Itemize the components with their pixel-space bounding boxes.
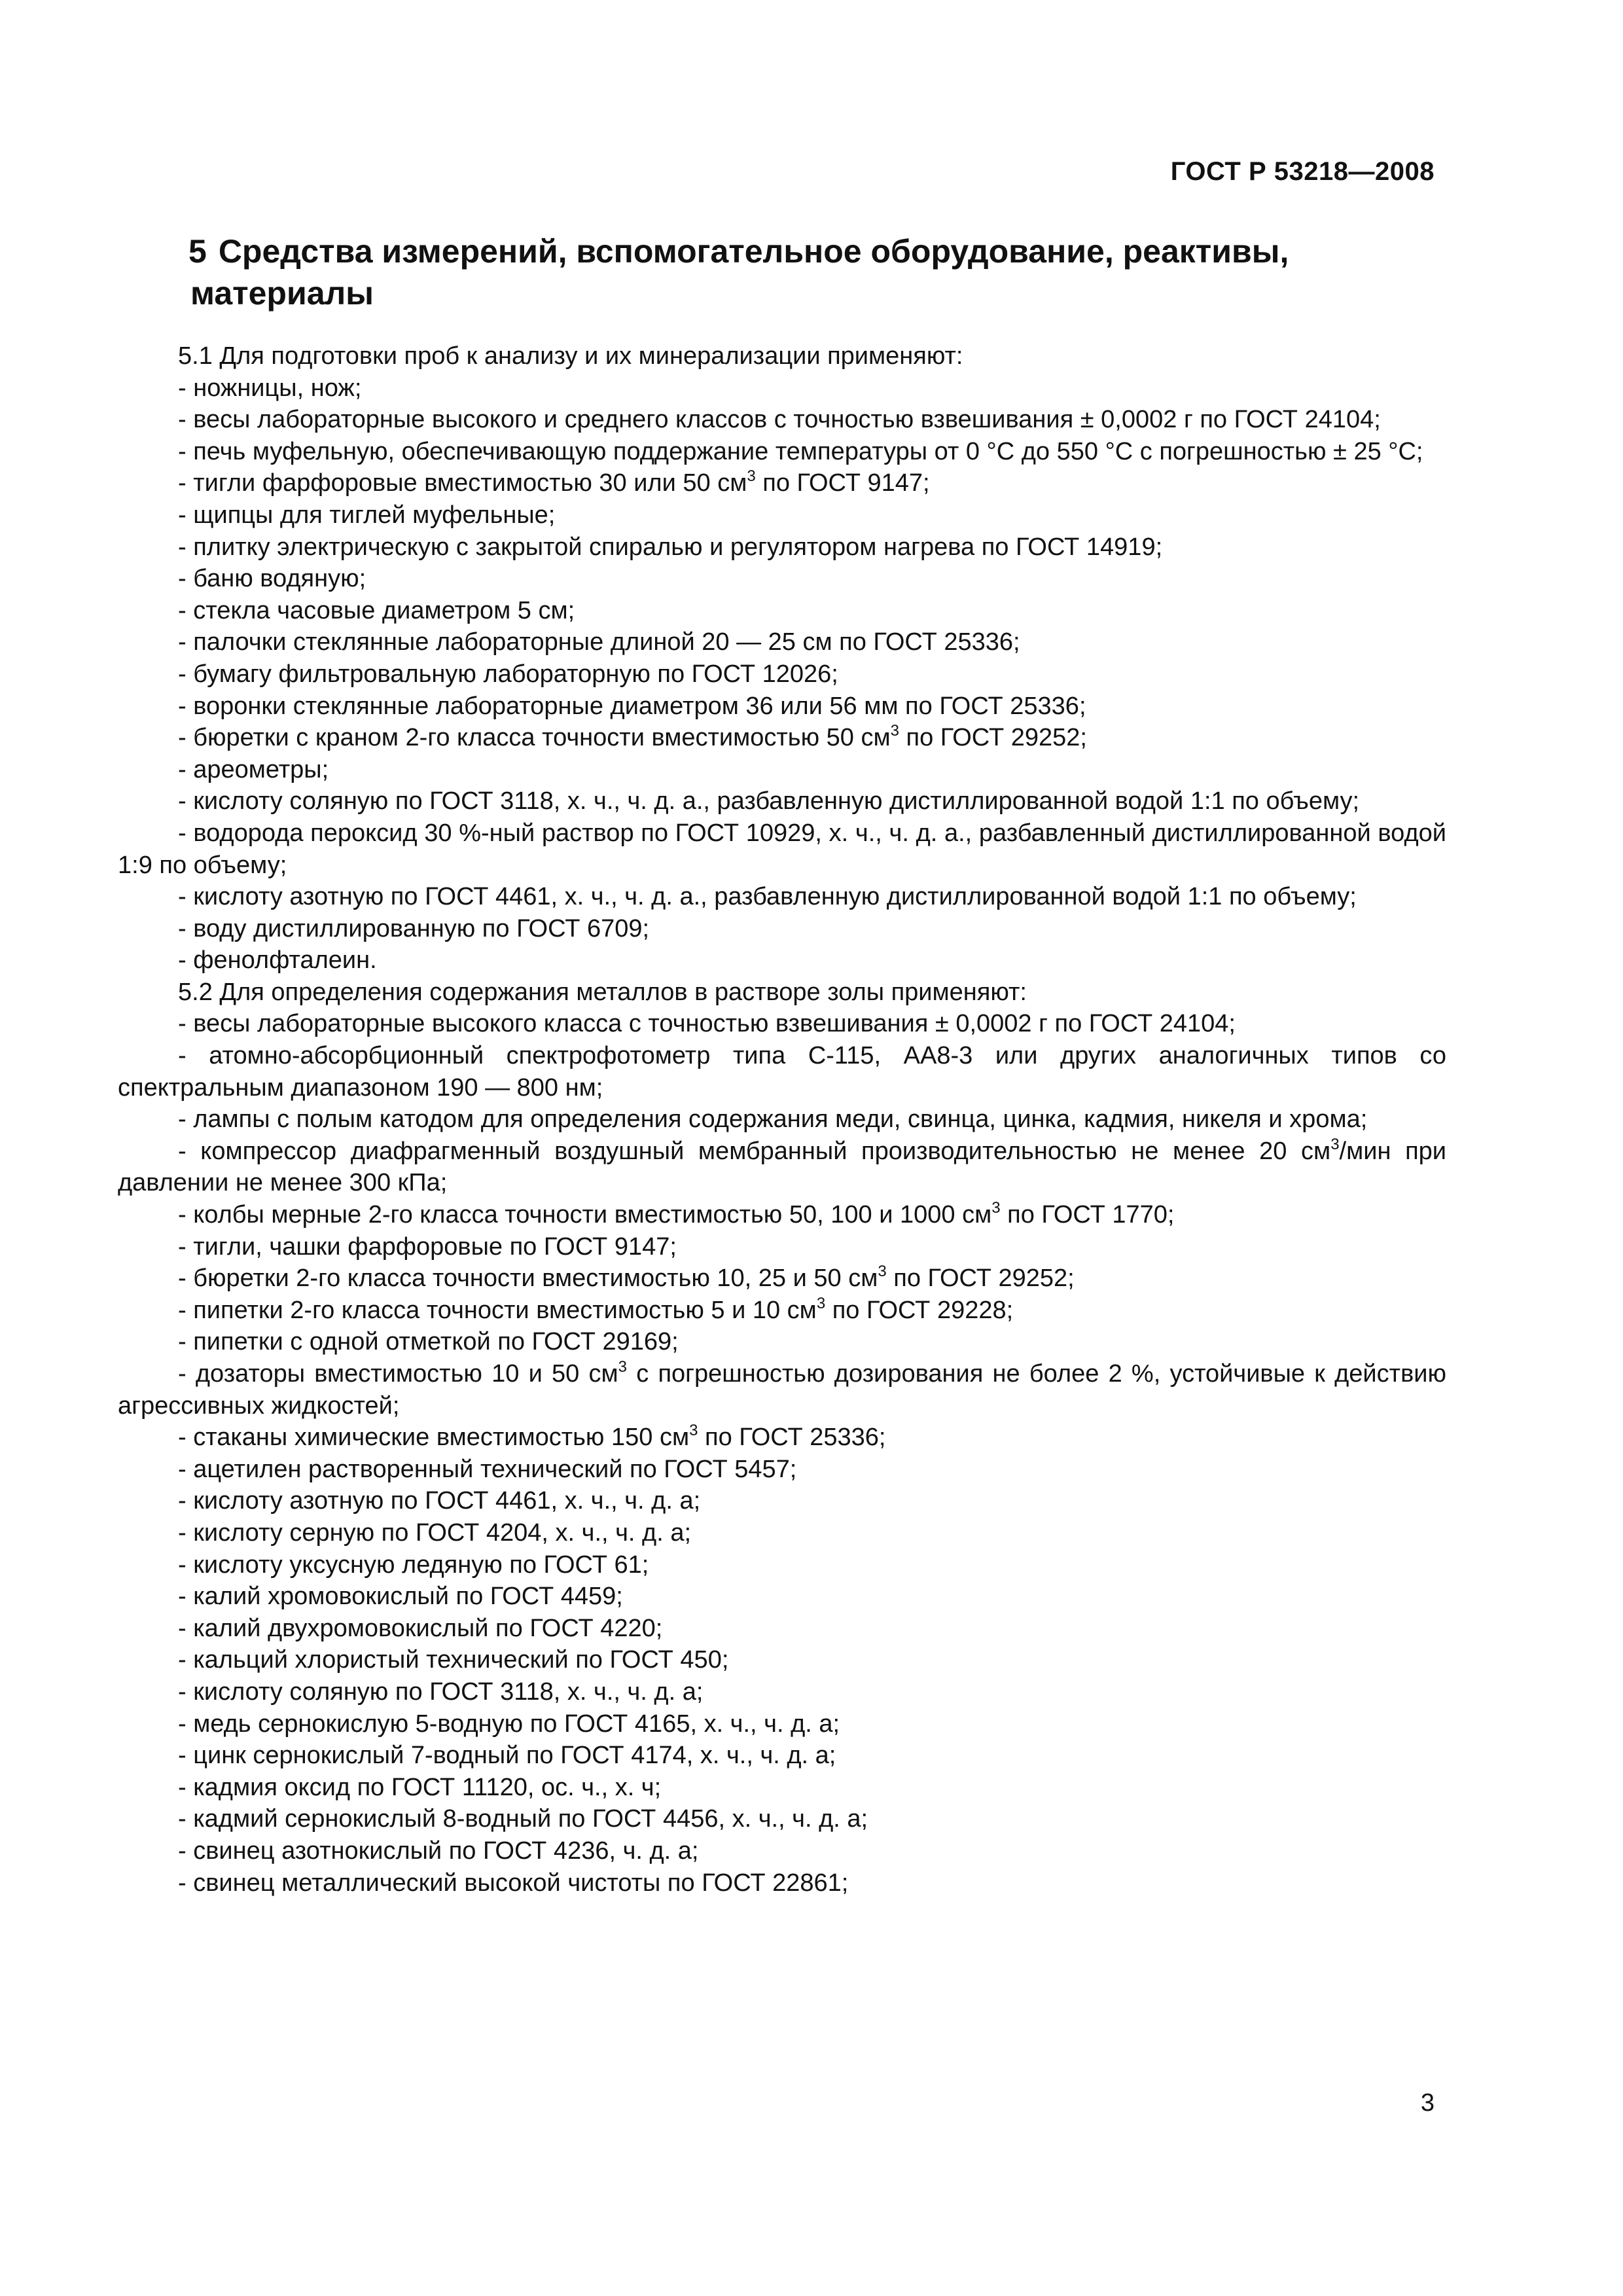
list-item <box>118 1517 1446 1549</box>
list-item-text: 5.2 Для определения содержания металлов в растворе золы применяют: <box>178 978 1027 1006</box>
list-item-text-tail: по ГОСТ 29228; <box>825 1296 1014 1324</box>
list-item <box>118 1676 1446 1708</box>
list-item-text: - кислоту азотную по ГОСТ 4461, х. ч., ч. д. а; <box>178 1487 701 1515</box>
superscript: 3 <box>1330 1135 1340 1153</box>
list-item <box>118 1740 1446 1772</box>
superscript: 3 <box>747 467 756 486</box>
list-item-text: - бюретки с краном 2-го класса точности вместимостью 50 см <box>178 724 891 752</box>
list-item <box>118 1231 1446 1263</box>
list-item <box>118 691 1446 723</box>
list-item <box>118 1136 1446 1199</box>
list-item-text: - лампы с полым катодом для определения содержания меди, свинца, цинка, кадмия, никеля и хрома; <box>178 1105 1368 1134</box>
page-number: 3 <box>1420 2089 1435 2117</box>
superscript: 3 <box>878 1263 887 1281</box>
superscript: 3 <box>816 1294 826 1312</box>
list-item-text: - плитку электрическую с закрытой спиралью и регулятором нагрева по ГОСТ 14919; <box>178 533 1163 561</box>
list-item <box>118 499 1446 531</box>
list-item-text: - свинец металлический высокой чистоты по ГОСТ 22861; <box>178 1869 849 1897</box>
superscript: 3 <box>618 1358 627 1376</box>
list-item-text-tail: по ГОСТ 29252; <box>886 1265 1075 1293</box>
list-item <box>118 722 1446 754</box>
list-item-text: - ареометры; <box>178 755 329 783</box>
document-header-id: ГОСТ Р 53218—2008 <box>1170 157 1435 186</box>
list-item-text-tail: по ГОСТ 1770; <box>1000 1201 1175 1229</box>
list-item-text: - пипетки с одной отметкой по ГОСТ 29169; <box>178 1328 679 1356</box>
superscript: 3 <box>689 1422 698 1440</box>
section-title <box>188 230 1366 314</box>
list-item-text: - кислоту серную по ГОСТ 4204, х. ч., ч. д. а; <box>178 1518 692 1547</box>
list-item-text: - весы лабораторные высокого и среднего классов с точностью взвешивания ± 0,0002 г по ГОСТ 24104; <box>178 406 1381 434</box>
list-item-text-tail: по ГОСТ 29252; <box>899 724 1087 752</box>
list-item <box>118 1040 1446 1103</box>
list-item <box>118 626 1446 658</box>
list-item <box>118 467 1446 499</box>
list-item-text: - кислоту соляную по ГОСТ 3118, х. ч., ч. д. а., разбавленную дистиллированной водой 1:1 по объему; <box>178 787 1360 816</box>
list-item-text: - ацетилен растворенный технический по ГОСТ 5457; <box>178 1455 797 1483</box>
list-item-text: - бюретки 2-го класса точности вместимостью 10, 25 и 50 см <box>178 1265 878 1293</box>
list-item <box>118 404 1446 436</box>
list-item-text: - цинк сернокислый 7-водный по ГОСТ 4174, х. ч., ч. д. а; <box>178 1742 836 1770</box>
list-item <box>118 881 1446 913</box>
list-item <box>118 1326 1446 1358</box>
list-item <box>118 531 1446 564</box>
list-item-text: - кальций хлористый технический по ГОСТ 450; <box>178 1646 729 1674</box>
list-item-text: - калий двухромовокислый по ГОСТ 4220; <box>178 1614 663 1642</box>
list-item <box>118 1803 1446 1835</box>
section-body <box>118 340 1446 1899</box>
list-item <box>118 785 1446 817</box>
list-item-text: - кислоту уксусную ледяную по ГОСТ 61; <box>178 1551 649 1579</box>
list-item <box>118 1613 1446 1645</box>
list-item <box>118 754 1446 786</box>
list-item-text: - фенолфталеин. <box>178 946 377 975</box>
list-item <box>118 1835 1446 1867</box>
list-item <box>118 1103 1446 1136</box>
clause-paragraph <box>118 977 1446 1009</box>
list-item <box>118 1199 1446 1231</box>
list-item-text: - бумагу фильтровальную лабораторную по ГОСТ 12026; <box>178 660 838 688</box>
list-item-text: - медь сернокислую 5-водную по ГОСТ 4165, х. ч., ч. д. а; <box>178 1710 840 1738</box>
list-item <box>118 563 1446 595</box>
list-item-text: - компрессор диафрагменный воздушный мембранный производительностью не менее 20 см <box>178 1137 1331 1165</box>
list-item <box>118 1358 1446 1422</box>
list-item <box>118 1772 1446 1804</box>
list-item-text: - стекла часовые диаметром 5 см; <box>178 596 575 624</box>
list-item <box>118 1581 1446 1613</box>
list-item-text: - воду дистиллированную по ГОСТ 6709; <box>178 914 650 942</box>
superscript: 3 <box>991 1199 1001 1217</box>
list-item <box>118 1422 1446 1454</box>
list-item-text: - атомно-абсорбционный спектрофотометр типа С-115, АА8-3 или других аналогичных типов со спектральным диапазоном 190 — 800 нм; <box>118 1042 1446 1102</box>
list-item-text: - колбы мерные 2-го класса точности вместимостью 50, 100 и 1000 см <box>178 1201 992 1229</box>
list-item-text: - тигли, чашки фарфоровые по ГОСТ 9147; <box>178 1232 677 1261</box>
list-item-text: - палочки стеклянные лабораторные длиной 20 — 25 см по ГОСТ 25336; <box>178 628 1020 656</box>
list-item-text: - баню водяную; <box>178 565 366 593</box>
list-item <box>118 1008 1446 1040</box>
section-title-line2: материалы <box>190 275 374 312</box>
list-item-text: - кислоту азотную по ГОСТ 4461, х. ч., ч. д. а., разбавленную дистиллированной водой 1:1 по объему; <box>178 883 1357 911</box>
list-item <box>118 595 1446 627</box>
list-item-text: - печь муфельную, обеспечивающую поддержание температуры от 0 °С до 550 °С с погрешностью ± 25 °С; <box>178 437 1423 465</box>
list-item-text-tail: с погрешностью дозирования не более 2 %, устойчивые к действию агрессивных жидкостей; <box>118 1360 1446 1420</box>
list-item <box>118 1263 1446 1295</box>
list-item <box>118 1549 1446 1581</box>
list-item <box>118 1454 1446 1486</box>
list-item-text: - ножницы, нож; <box>178 374 362 402</box>
list-item-text: - воронки стеклянные лабораторные диаметром 36 или 56 мм по ГОСТ 25336; <box>178 692 1086 720</box>
list-item <box>118 944 1446 977</box>
list-item <box>118 1708 1446 1740</box>
list-item-text-tail: по ГОСТ 25336; <box>698 1424 886 1452</box>
list-item-text: - дозаторы вместимостью 10 и 50 см <box>178 1360 618 1388</box>
list-item-text: - кадмия оксид по ГОСТ 11120, ос. ч., х. ч; <box>178 1773 662 1801</box>
list-item <box>118 1485 1446 1517</box>
section-title-line1: Средства измерений, вспомогательное оборудование, реактивы, <box>218 233 1289 270</box>
list-item <box>118 1295 1446 1327</box>
list-item-text: - весы лабораторные высокого класса с точностью взвешивания ± 0,0002 г по ГОСТ 24104; <box>178 1010 1236 1038</box>
list-item-text: - щипцы для тиглей муфельные; <box>178 501 556 529</box>
list-item <box>118 913 1446 945</box>
list-item-text: 5.1 Для подготовки проб к анализу и их минерализации применяют: <box>178 342 963 370</box>
list-item-text: - свинец азотнокислый по ГОСТ 4236, ч. д. а; <box>178 1837 699 1865</box>
section-number: 5 <box>188 233 207 270</box>
list-item-text: - пипетки 2-го класса точности вместимостью 5 и 10 см <box>178 1296 817 1324</box>
list-item <box>118 372 1446 404</box>
superscript: 3 <box>890 722 899 740</box>
list-item-text-tail: /мин при давлении не менее 300 кПа; <box>118 1137 1447 1197</box>
clause-paragraph <box>118 340 1446 372</box>
list-item <box>118 1644 1446 1676</box>
list-item-text: - тигли фарфоровые вместимостью 30 или 50 см <box>178 469 747 497</box>
list-item-text: - калий хромовокислый по ГОСТ 4459; <box>178 1583 623 1611</box>
list-item <box>118 817 1446 881</box>
list-item-text: - стаканы химические вместимостью 150 см <box>178 1424 690 1452</box>
list-item-text-tail: по ГОСТ 9147; <box>755 469 930 497</box>
list-item <box>118 658 1446 691</box>
list-item-text: - кислоту соляную по ГОСТ 3118, х. ч., ч. д. а; <box>178 1677 704 1706</box>
list-item <box>118 436 1446 468</box>
list-item-text: - водорода пероксид 30 %-ный раствор по ГОСТ 10929, х. ч., ч. д. а., разбавленный дистиллированной водой 1:9 по объему; <box>118 819 1446 879</box>
list-item <box>118 1867 1446 1899</box>
list-item-text: - кадмий сернокислый 8-водный по ГОСТ 4456, х. ч., ч. д. а; <box>178 1805 868 1833</box>
